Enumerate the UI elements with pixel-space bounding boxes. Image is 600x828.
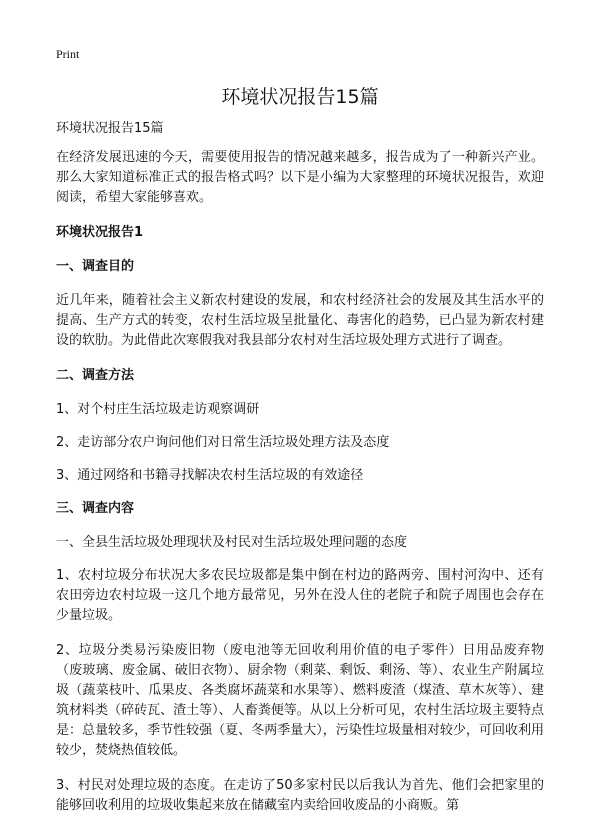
- print-label: Print: [56, 47, 80, 61]
- method-item-2: 2、走访部分农户询问他们对日常生活垃圾处理方法及态度: [56, 435, 390, 450]
- document-title: 环境状况报告15篇: [221, 86, 379, 108]
- section-heading-content: 三、调查内容: [56, 501, 135, 516]
- intro-paragraph: 在经济发展迅速的今天，需要使用报告的情况越来越多，报告成为了一种新兴产业。那么大家知道标准正式的报告格式吗？以下是小编为大家整理的环境状况报告，欢迎阅读，希望大家能够喜欢。: [56, 150, 544, 205]
- content-paragraph-2: 2、垃圾分类易污染废旧物（废电池等无回收利用价值的电子零件）日用品废弃物（废玻璃、废金属、破旧衣物）、厨余物（剩菜、剩饭、剩汤、等）、农业生产附属垃圾（蔬菜枝叶、瓜果皮、各类腐坏蔬菜和水果等）、燃料废渣（煤渣、草木灰等）、建筑材料类（碎砖瓦、渣土等）、人畜粪便等。从以上分析可见，农村生活垃圾主要特点是：总量较多，季节性较强（夏、冬两季量大），污染性垃圾量相对较少，可回收利用较少，焚烧热值较低。: [56, 643, 544, 758]
- content-paragraph-1: 1、农村垃圾分布状况大多农民垃圾都是集中倒在村边的路两旁、围村河沟中、还有农田旁边农村垃圾一这几个地方最常见，另外在没人住的老院子和院子周围也会存在少量垃圾。: [56, 568, 544, 623]
- purpose-paragraph: 近几年来，随着社会主义新农村建设的发展，和农村经济社会的发展及其生活水平的提高、生产方式的转变，农村生活垃圾呈批量化、毒害化的趋势，已凸显为新农村建设的软肋。为此借此次寒假我对我县部分农村对生活垃圾处理方式进行了调查。: [56, 293, 544, 348]
- section-heading-method: 二、调查方法: [56, 368, 135, 383]
- content-sub-heading: 一、全县生活垃圾处理现状及村民对生活垃圾处理问题的态度: [56, 535, 408, 550]
- method-item-3: 3、通过网络和书籍寻找解决农村生活垃圾的有效途径: [56, 468, 364, 483]
- report-title: 环境状况报告1: [56, 225, 144, 240]
- document-subtitle: 环境状况报告15篇: [56, 121, 164, 136]
- method-item-1: 1、对个村庄生活垃圾走访观察调研: [56, 402, 260, 417]
- content-paragraph-3: 3、村民对处理垃圾的态度。在走访了50多家村民以后我认为首先、他们会把家里的能够回收利用的垃圾收集起来放在储藏室内卖给回收废品的小商贩。第: [56, 778, 544, 813]
- section-heading-purpose: 一、调查目的: [56, 259, 135, 274]
